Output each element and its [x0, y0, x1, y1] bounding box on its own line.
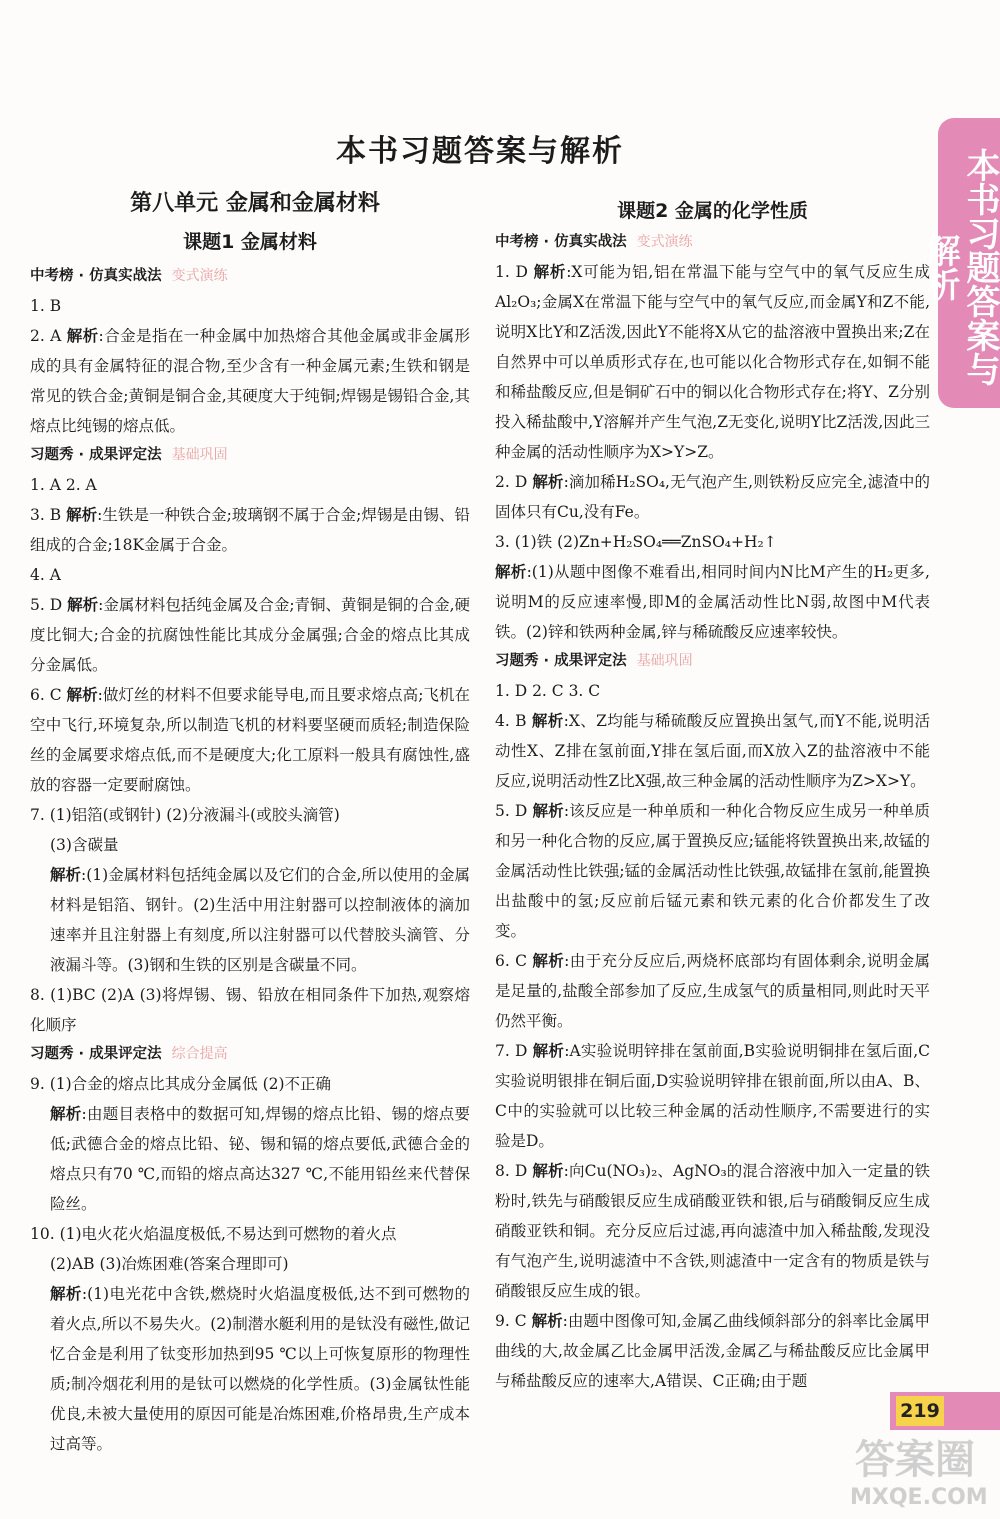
analysis-keyword: 解析 — [66, 505, 98, 524]
answer-item: 1. B — [30, 297, 62, 315]
answer-analysis — [30, 1099, 470, 1219]
analysis-text: :(1)电光花中含铁,燃烧时火焰温度极低,达不到可燃物的着火点,所以不易失火。(2)制潜水艇利用的是钛没有磁性,做记忆合金是利用了钛变形加热到95 ℃以上可恢复原形的物理性质;制冷烟花利用的是钛可以燃烧的化学性质。(3)金属钛性能优良,未被大量使用的原因可能是冶炼困难,价格昂贵,生产成本过高等。 — [50, 1285, 470, 1453]
answer-item — [495, 1036, 930, 1156]
section-header — [495, 228, 930, 257]
section-tag: 基础巩固 — [171, 447, 228, 463]
answer-number: 7. D — [495, 1042, 533, 1060]
analysis-text: :A实验说明锌排在氢前面,B实验说明铜排在氢后面,C实验说明银排在铜后面,D实验说明锌排在银前面,所以由A、B、C中的实验就可以比较三种金属的活动性顺序,不需要进行的实验是D。 — [495, 1042, 930, 1150]
analysis-keyword: 解析 — [532, 1161, 564, 1180]
section-label: 习题秀 · 成果评定法 — [495, 653, 627, 669]
section-label: 习题秀 · 成果评定法 — [30, 1046, 162, 1062]
answer-item — [495, 946, 930, 1036]
analysis-keyword: 解析 — [66, 326, 99, 345]
analysis-text: :该反应是一种单质和一种化合物反应生成另一种单质和另一种化合物的反应,属于置换反应;锰能将铁置换出来,故锰的金属活动性比铁强;锰的金属活动性比铁强,故锰排在氢前,能置换出盐酸中的氢;反应前后锰元素和铁元素的化合价都发生了改变。 — [495, 802, 930, 940]
analysis-text: :生铁是一种铁合金;玻璃钢不属于合金;焊锡是由锡、铅组成的合金;18K金属于合金。 — [30, 506, 470, 554]
answer-analysis — [495, 557, 930, 647]
analysis-text: :(1)从题中图像不难看出,相同时间内N比M产生的H₂更多,说明M的反应速率慢,即M的金属活动性比N弱,故图中M代表铁。(2)锌和铁两种金属,锌与稀硫酸反应速率较快。 — [495, 563, 930, 641]
answer-item — [495, 467, 930, 527]
section-label: 习题秀 · 成果评定法 — [30, 447, 162, 463]
section-tag: 变式演练 — [171, 268, 228, 284]
answer-number: 8. D — [495, 1162, 533, 1180]
answer-number: 2. D — [495, 473, 533, 491]
section-tag: 基础巩固 — [636, 653, 693, 669]
page-number-bar — [890, 1392, 1000, 1430]
answer-analysis — [30, 1279, 470, 1459]
answer-item: 3. (1)铁 (2)Zn+H₂SO₄══ZnSO₄+H₂↑ — [495, 533, 777, 551]
answer-number: 4. B — [495, 712, 532, 730]
answer-item — [495, 257, 930, 467]
answer-number: 5. D — [495, 802, 533, 820]
watermark-text: 答案圈 — [855, 1437, 975, 1483]
section-header — [30, 441, 470, 470]
analysis-keyword: 解析 — [67, 595, 99, 614]
analysis-keyword: 解析 — [531, 1311, 563, 1330]
answer-item — [30, 500, 470, 560]
left-column — [30, 186, 470, 1459]
section-header — [30, 1040, 470, 1069]
answer-number: 3. B — [30, 506, 67, 524]
analysis-keyword: 解析 — [50, 865, 82, 884]
analysis-keyword: 解析 — [532, 1041, 565, 1060]
side-tab-label: 本书习题答案与解析 — [920, 148, 1000, 386]
answer-number: 9. C — [495, 1312, 532, 1330]
analysis-text: :由于充分反应后,两烧杯底部均有固体剩余,说明金属是足量的,盐酸全部参加了反应,生成氢气的质量相同,则此时天平仍然平衡。 — [495, 952, 930, 1030]
analysis-keyword: 解析 — [66, 685, 98, 704]
analysis-text: :向Cu(NO₃)₂、AgNO₃的混合溶液中加入一定量的铁粉时,铁先与硝酸银反应生成硝酸亚铁和银,后与硝酸铜反应生成硝酸亚铁和铜。充分反应后过滤,再向滤渣中加入稀盐酸,发现没有气泡产生,说明滤渣中不含铁,则滤渣中一定含有的物质是铁与硝酸银反应生成的银。 — [495, 1162, 930, 1300]
answer-item: 10. (1)电火花火焰温度极低,不易达到可燃物的着火点 — [30, 1225, 397, 1243]
answer-item — [30, 590, 470, 680]
answer-analysis — [30, 860, 470, 980]
answer-number: 5. D — [30, 596, 68, 614]
analysis-text: :做灯丝的材料不但要求能导电,而且要求熔点高;飞机在空中飞行,环境复杂,所以制造飞机的材料要坚硬而质轻;制造保险丝的金属要求熔点低,而不是硬度大;化工原料一般具有腐蚀性,盛放的容器一定要耐腐蚀。 — [30, 686, 470, 794]
analysis-keyword: 解析 — [532, 951, 565, 970]
analysis-keyword: 解析 — [533, 262, 567, 281]
topic-title-1: 课题1 金属材料 — [183, 231, 317, 253]
answer-item — [495, 1156, 930, 1306]
answer-number: 1. D — [495, 263, 534, 281]
section-label: 中考榜 · 仿真实战法 — [495, 234, 627, 250]
watermark-url: MXQE.COM — [850, 1485, 988, 1510]
analysis-keyword: 解析 — [532, 801, 564, 820]
analysis-keyword: 解析 — [532, 472, 564, 491]
answer-item: 1. A 2. A — [30, 476, 97, 494]
page-number: 219 — [896, 1396, 944, 1426]
answer-subitem: (3)含碳量 — [50, 836, 119, 854]
analysis-text: :(1)金属材料包括纯金属以及它们的合金,所以使用的金属材料是铝箔、钢针。(2)生活中用注射器可以控制液体的滴加速率并且注射器上有刻度,所以注射器可以代替胶头滴管、分液漏斗等。(3)钢和生铁的区别是含碳量不同。 — [50, 866, 470, 974]
section-tag: 综合提高 — [171, 1046, 228, 1062]
page-title: 本书习题答案与解析 — [336, 134, 624, 169]
analysis-keyword: 解析 — [531, 711, 564, 730]
analysis-text: :滴加稀H₂SO₄,无气泡产生,则铁粉反应完全,滤渣中的固体只有Cu,没有Fe。 — [495, 473, 930, 521]
answer-item — [30, 321, 470, 441]
answer-item — [495, 1306, 930, 1396]
unit-title: 第八单元 金属和金属材料 — [130, 191, 380, 216]
answer-item — [495, 796, 930, 946]
topic-title-2: 课题2 金属的化学性质 — [617, 200, 808, 222]
section-tag: 变式演练 — [636, 234, 693, 250]
answer-number: 6. C — [495, 952, 533, 970]
answer-item — [495, 706, 930, 796]
answer-number: 2. A — [30, 327, 67, 345]
answer-item: 9. (1)合金的熔点比其成分金属低 (2)不正确 — [30, 1075, 332, 1093]
answer-item: 8. (1)BC (2)A (3)将焊锡、锡、铅放在相同条件下加热,观察熔化顺序 — [30, 986, 470, 1034]
answer-item: 7. (1)铝箔(或钢针) (2)分液漏斗(或胶头滴管) — [30, 806, 340, 824]
answer-subitem: (2)AB (3)冶炼困难(答案合理即可) — [50, 1255, 289, 1273]
answer-number: 6. C — [30, 686, 67, 704]
analysis-keyword: 解析 — [495, 562, 527, 581]
analysis-text: :由题目表格中的数据可知,焊锡的熔点比铅、锡的熔点要低;武德合金的熔点比铅、铋、锡和镉的熔点要低,武德合金的熔点只有70 ℃,而铅的熔点高达327 ℃,不能用铅丝来代替保险丝。 — [50, 1105, 470, 1213]
analysis-keyword: 解析 — [50, 1284, 82, 1303]
answer-item: 1. D 2. C 3. C — [495, 682, 601, 700]
answer-item — [30, 680, 470, 800]
section-label: 中考榜 · 仿真实战法 — [30, 268, 162, 284]
answer-item: 4. A — [30, 566, 61, 584]
analysis-text: :由题中图像可知,金属乙曲线倾斜部分的斜率比金属甲曲线的大,故金属乙比金属甲活泼,金属乙与稀盐酸反应比金属甲与稀盐酸反应的速率大,A错误、C正确;由于题 — [495, 1312, 930, 1390]
analysis-keyword: 解析 — [50, 1104, 82, 1123]
right-column — [495, 196, 930, 1396]
analysis-text: :金属材料包括纯金属及合金;青铜、黄铜是铜的合金,硬度比铜大;合金的抗腐蚀性能比其成分金属强;合金的熔点比其成分金属低。 — [30, 596, 470, 674]
side-tab — [920, 118, 1000, 408]
analysis-text: :X、Z均能与稀硫酸反应置换出氢气,而Y不能,说明活动性X、Z排在氢前面,Y排在氢后面,而X放入Z的盐溶液中不能反应,说明活动性Z比X强,故三种金属的活动性顺序为Z>X>Y。 — [495, 712, 930, 790]
analysis-text: :X可能为铝,铝在常温下能与空气中的氧气反应生成Al₂O₃;金属X在常温下能与空气中的氧气反应,而金属Y和Z不能,说明X比Y和Z活泼,因此Y不能将X从它的盐溶液中置换出来;Z在自然界中可以单质形式存在,也可能以化合物形式存在,如铜不能和稀盐酸反应,但是铜矿石中的铜以化合物形式存在;将Y、Z分别投入稀盐酸中,Y溶解并产生气泡,Z无变化,说明Y比Z活泼,因此三种金属的活动性顺序为X>Y>Z。 — [495, 263, 930, 461]
watermark-logo — [850, 1436, 988, 1516]
section-header — [30, 262, 470, 291]
analysis-text: :合金是指在一种金属中加热熔合其他金属或非金属形成的具有金属特征的混合物,至少含有一种金属元素;生铁和钢是常见的铁合金;黄铜是铜合金,其硬度大于纯铜;焊锡是锡铅合金,其熔点比纯锡的熔点低。 — [30, 327, 470, 435]
section-header — [495, 647, 930, 676]
